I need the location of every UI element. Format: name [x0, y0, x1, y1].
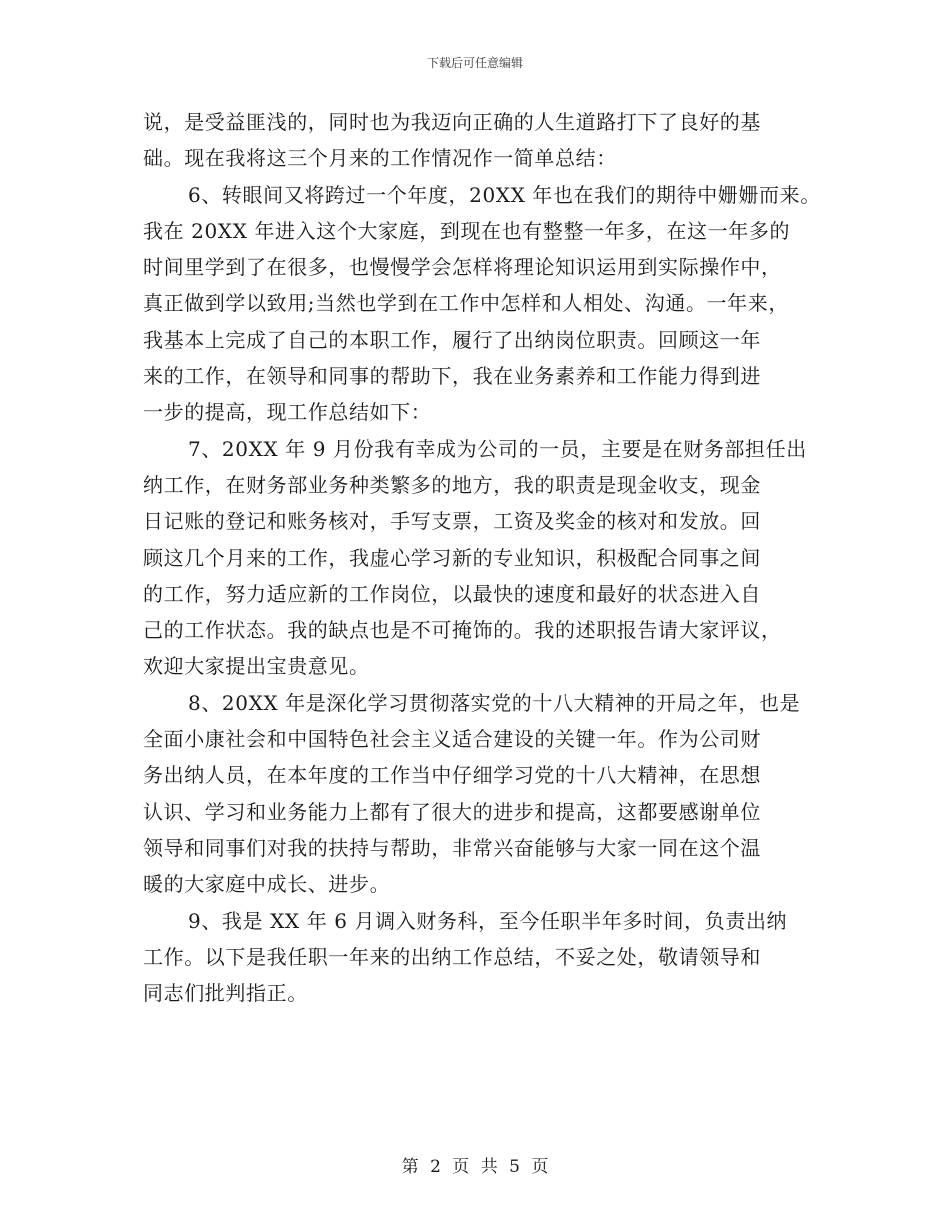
text-line: 我基本上完成了自己的本职工作，履行了出纳岗位职责。回顾这一年	[143, 327, 761, 352]
text-line: 认识、学习和业务能力上都有了很大的进步和提高，这都要感谢单位	[143, 799, 761, 824]
text-line: 9、我是 XX 年 6 月调入财务科，至今任职半年多时间，负责出纳	[188, 908, 788, 933]
text-line: 欢迎大家提出宝贵意见。	[143, 654, 370, 679]
text-line: 领导和同事们对我的扶持与帮助，非常兴奋能够与大家一同在这个温	[143, 835, 761, 860]
page-footer: 第 2 页 共 5 页	[401, 1157, 549, 1177]
text-line: 真正做到学以致用;当然也学到在工作中怎样和人相处、沟通。一年来，	[143, 291, 789, 316]
document-body	[143, 104, 833, 1011]
text-line: 说，是受益匪浅的，同时也为我迈向正确的人生道路打下了良好的基	[143, 110, 761, 134]
text-line: 时间里学到了在很多，也慢慢学会怎样将理论知识运用到实际操作中，	[143, 255, 782, 280]
text-line: 我在 20XX 年进入这个大家庭，到现在也有整整一年多，在这一年多的	[143, 218, 791, 243]
text-line: 础。现在我将这三个月来的工作情况作一简单总结：	[143, 146, 617, 171]
text-line: 务出纳人员，在本年度的工作当中仔细学习党的十八大精神，在思想	[143, 763, 761, 788]
text-line: 一步的提高，现工作总结如下：	[143, 400, 432, 425]
text-line: 纳工作，在财务部业务种类繁多的地方，我的职责是现金收支，现金	[143, 472, 761, 497]
text-line: 6、转眼间又将跨过一个年度，20XX 年也在我们的期待中姗姗而来。	[188, 182, 821, 207]
text-line: 的工作，努力适应新的工作岗位，以最快的速度和最好的状态进入自	[143, 581, 761, 606]
text-line: 工作。以下是我任职一年来的出纳工作总结，不妥之处，敬请领导和	[143, 944, 761, 969]
text-line: 同志们批判指正。	[143, 981, 308, 1006]
text-line: 来的工作，在领导和同事的帮助下，我在业务素养和工作能力得到进	[143, 364, 761, 389]
text-line: 己的工作状态。我的缺点也是不可掩饰的。我的述职报告请大家评议，	[143, 618, 782, 643]
text-line: 全面小康社会和中国特色社会主义适合建设的关键一年。作为公司财	[143, 727, 761, 752]
text-line: 8、20XX 年是深化学习贯彻落实党的十八大精神的开局之年，也是	[188, 690, 801, 715]
text-line: 7、20XX 年 9 月份我有幸成为公司的一员，主要是在财务部担任出	[188, 436, 807, 461]
text-line: 暖的大家庭中成长、进步。	[143, 872, 391, 897]
page-header: 下载后可任意编辑	[426, 56, 523, 70]
text-line: 日记账的登记和账务核对，手写支票，工资及奖金的核对和发放。回	[143, 509, 761, 534]
text-line: 顾这几个月来的工作，我虚心学习新的专业知识，积极配合同事之间	[143, 545, 761, 570]
